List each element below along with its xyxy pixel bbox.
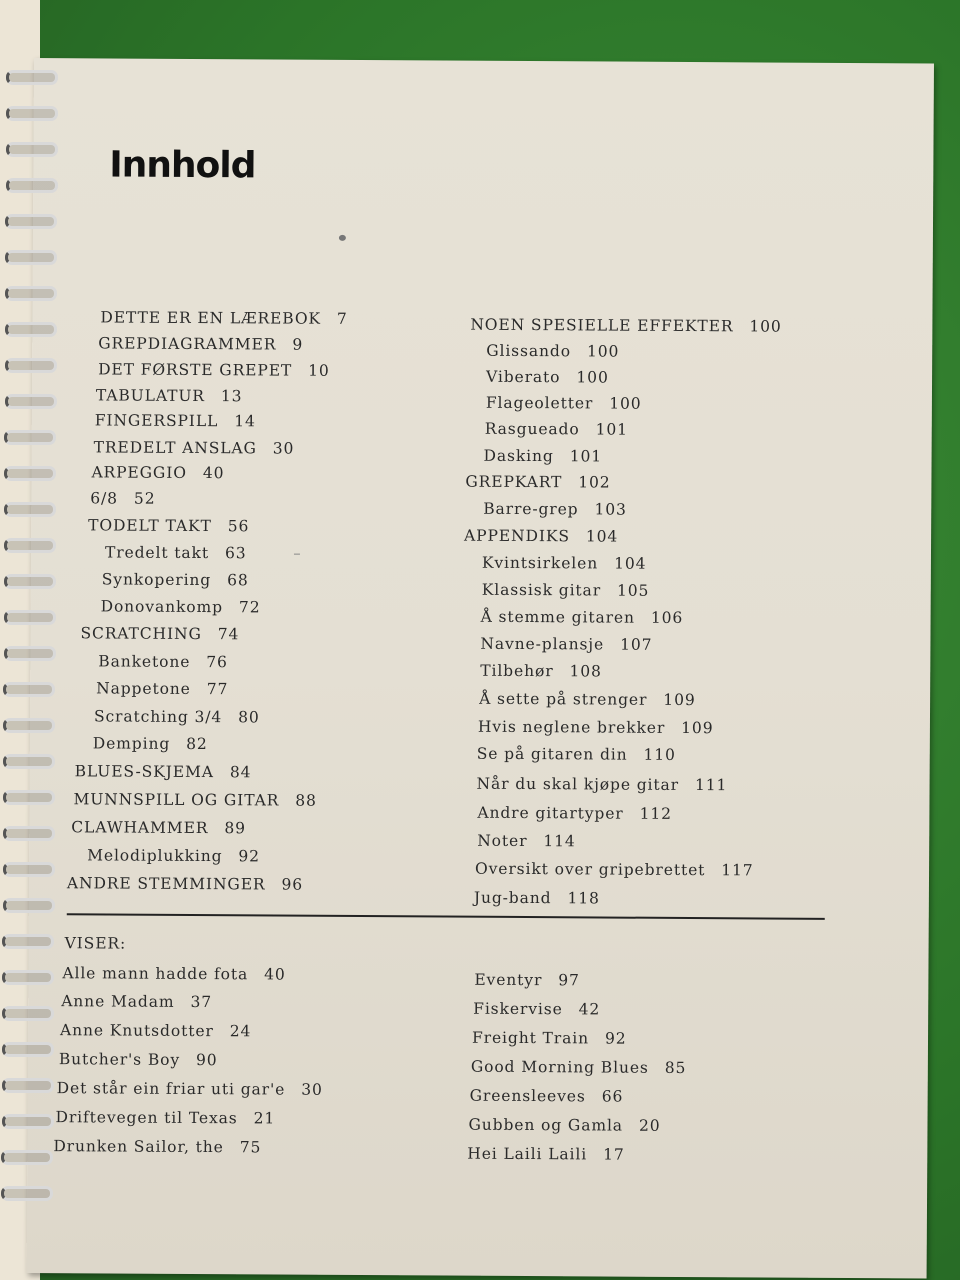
entry-page-number: 100 xyxy=(576,368,609,387)
binding-coil xyxy=(5,358,57,373)
entry-page-number: 84 xyxy=(229,763,252,782)
binding-coil xyxy=(1,1150,53,1165)
entry-label: BLUES-SKJEMA xyxy=(74,762,214,782)
page-title: Innhold xyxy=(109,144,256,187)
ink-speck xyxy=(339,235,346,241)
entry-label: Å stemme gitaren xyxy=(480,607,635,627)
entry-page-number: 24 xyxy=(229,1022,252,1041)
entry-label: Det står ein friar uti gar'e xyxy=(56,1079,286,1099)
toc-entry xyxy=(96,679,228,698)
entry-page-number: 37 xyxy=(190,992,213,1012)
song-entry xyxy=(61,992,212,1011)
entry-label: DETTE ER EN LÆREBOK xyxy=(100,308,321,328)
binding-coil xyxy=(2,1042,54,1057)
toc-entry xyxy=(480,662,602,681)
entry-page-number: 90 xyxy=(195,1051,218,1070)
toc-entry xyxy=(93,734,208,753)
song-entry xyxy=(471,1058,687,1077)
entry-label: Greensleeves xyxy=(469,1086,586,1106)
binding-coil xyxy=(3,790,55,805)
entry-label: 6/8 xyxy=(90,489,119,508)
entry-label: Oversikt over gripebrettet xyxy=(475,859,706,880)
entry-label: GREPDIAGRAMMER xyxy=(98,334,277,354)
entry-label: FINGERSPILL xyxy=(94,411,219,431)
entry-page-number: 100 xyxy=(586,342,620,361)
song-entry xyxy=(467,1145,624,1164)
toc-entry xyxy=(80,624,239,643)
entry-label: Dasking xyxy=(483,446,554,466)
toc-entry xyxy=(478,718,714,737)
entry-page-number: 21 xyxy=(253,1109,276,1128)
entry-page-number: 80 xyxy=(238,708,260,727)
entry-page-number: 100 xyxy=(609,394,642,413)
entry-label: Tredelt takt xyxy=(104,543,210,563)
entry-label: TREDELT ANSLAG xyxy=(93,438,257,458)
entry-label: Drunken Sailor, the xyxy=(53,1137,224,1157)
toc-entry xyxy=(102,570,249,589)
toc-entry xyxy=(91,463,224,482)
entry-page-number: 88 xyxy=(295,791,317,810)
entry-page-number: 56 xyxy=(227,517,250,536)
toc-entry xyxy=(101,597,261,616)
entry-label: Glissando xyxy=(486,341,572,361)
entry-page-number: 101 xyxy=(569,447,603,466)
binding-coil xyxy=(5,286,57,301)
entry-label: Eventyr xyxy=(474,970,543,990)
toc-entry xyxy=(90,489,155,507)
entry-page-number: 30 xyxy=(301,1080,323,1099)
entry-page-number: 108 xyxy=(569,662,602,681)
binding-coil xyxy=(3,718,55,733)
entry-page-number: 112 xyxy=(639,804,673,823)
entry-page-number: 92 xyxy=(604,1029,627,1048)
binding-coil xyxy=(4,646,56,661)
song-entry xyxy=(55,1108,275,1127)
toc-entry xyxy=(100,308,347,328)
entry-label: Gubben og Gamla xyxy=(468,1115,624,1135)
entry-page-number: 40 xyxy=(202,464,225,483)
entry-label: Fiskervise xyxy=(473,999,563,1019)
entry-page-number: 100 xyxy=(749,317,782,336)
toc-entry xyxy=(477,832,576,851)
entry-page-number: 107 xyxy=(620,635,653,654)
song-entry xyxy=(470,1087,624,1106)
song-entry xyxy=(468,1116,660,1135)
song-entry xyxy=(60,1021,251,1040)
binding-coil xyxy=(5,250,57,265)
toc-entry xyxy=(98,652,228,671)
toc-entry xyxy=(484,447,603,466)
binding-coil xyxy=(5,214,57,229)
entry-page-number: 14 xyxy=(234,412,256,431)
toc-entry xyxy=(475,860,754,880)
entry-page-number: 109 xyxy=(681,718,714,738)
entry-page-number: 30 xyxy=(272,439,295,458)
toc-entry xyxy=(98,360,330,379)
toc-entry xyxy=(105,543,247,562)
entry-label: MUNNSPILL OG GITAR xyxy=(73,790,280,810)
toc-entry xyxy=(87,846,260,865)
toc-entry xyxy=(486,368,609,387)
toc-entry xyxy=(98,334,303,353)
entry-label: Noter xyxy=(477,831,528,851)
entry-page-number: 111 xyxy=(694,776,728,795)
toc-entry xyxy=(75,762,252,781)
song-entry xyxy=(59,1050,218,1069)
entry-page-number: 7 xyxy=(336,309,348,328)
binding-coil xyxy=(6,178,58,193)
binding-coil xyxy=(3,754,55,769)
entry-page-number: 106 xyxy=(650,608,684,627)
toc-entry xyxy=(465,473,610,492)
toc-entry xyxy=(67,874,303,893)
binding-coil xyxy=(6,142,58,157)
song-entry xyxy=(57,1079,323,1099)
entry-page-number: 82 xyxy=(186,734,208,754)
toc-entry xyxy=(71,818,246,837)
entry-label: Når du skal kjøpe gitar xyxy=(476,774,680,794)
entry-page-number: 92 xyxy=(238,847,261,866)
toc-entry xyxy=(486,394,642,413)
toc-entry xyxy=(482,581,650,600)
entry-label: Flageoletter xyxy=(485,393,594,413)
toc-entry xyxy=(94,438,295,457)
entry-page-number: 85 xyxy=(664,1058,687,1078)
binding-coil xyxy=(3,862,55,877)
toc-entry xyxy=(94,707,260,726)
entry-label: Melodiplukking xyxy=(87,846,223,866)
entry-page-number: 118 xyxy=(567,889,600,908)
entry-page-number: 40 xyxy=(264,965,286,984)
song-entry xyxy=(473,1000,600,1019)
entry-page-number: 52 xyxy=(133,489,156,508)
entry-label: Tilbehør xyxy=(480,661,554,681)
song-entry xyxy=(53,1137,261,1156)
entry-label: Synkopering xyxy=(101,570,212,590)
binding-coil xyxy=(6,106,58,121)
entry-label: Jug-band xyxy=(473,888,552,908)
binding-coil xyxy=(2,1114,54,1129)
entry-label: DET FØRSTE GREPET xyxy=(98,360,293,380)
entry-page-number: 42 xyxy=(578,1000,601,1019)
binding-coil xyxy=(3,898,55,913)
toc-entry xyxy=(95,411,256,430)
entry-page-number: 68 xyxy=(227,571,249,590)
entry-label: ANDRE STEMMINGER xyxy=(66,874,266,894)
entry-page-number: 114 xyxy=(543,832,576,851)
toc-entry xyxy=(73,790,316,809)
entry-page-number: 117 xyxy=(721,861,754,880)
entry-label: Hvis neglene brekker xyxy=(477,717,666,737)
entry-label: NOEN SPESIELLE EFFEKTER xyxy=(470,315,734,336)
entry-label: SCRATCHING xyxy=(80,624,202,644)
toc-entry xyxy=(486,342,619,361)
entry-page-number: 109 xyxy=(663,690,696,710)
ink-mark xyxy=(294,554,300,555)
entry-page-number: 74 xyxy=(217,625,240,644)
entry-page-number: 9 xyxy=(292,335,304,354)
binding-coil xyxy=(5,394,57,409)
entry-label: Nappetone xyxy=(96,679,191,698)
entry-page-number: 104 xyxy=(585,527,619,546)
toc-entry xyxy=(477,775,728,795)
entry-label: Se på gitaren din xyxy=(476,744,628,764)
binding-coil xyxy=(4,430,56,445)
entry-page-number: 102 xyxy=(578,473,611,492)
toc-entry xyxy=(483,500,627,519)
entry-page-number: 17 xyxy=(603,1145,625,1164)
entry-page-number: 105 xyxy=(616,581,650,600)
binding-coil xyxy=(4,574,56,589)
entry-page-number: 10 xyxy=(308,361,330,380)
entry-label: Viberato xyxy=(486,367,561,387)
toc-entry xyxy=(482,554,647,573)
spiral-binding xyxy=(0,70,60,1250)
entry-label: Rasgueado xyxy=(484,419,580,439)
entry-label: Alle mann hadde fota xyxy=(62,964,249,984)
toc-entry xyxy=(464,527,618,546)
entry-label: Hei Laili Laili xyxy=(467,1144,588,1164)
entry-label: Scratching 3/4 xyxy=(93,707,223,727)
entry-label: Freight Train xyxy=(471,1028,590,1048)
section-divider xyxy=(67,913,825,920)
entry-page-number: 76 xyxy=(206,653,228,672)
entry-page-number: 13 xyxy=(220,387,243,406)
song-entry xyxy=(472,1029,627,1048)
toc-entry xyxy=(474,889,600,908)
songs-heading: VISER: xyxy=(64,934,127,953)
binding-coil xyxy=(2,970,54,985)
book-page xyxy=(27,58,934,1278)
entry-label: Barre-grep xyxy=(483,499,579,519)
entry-label: Kvintsirkelen xyxy=(481,553,599,573)
entry-page-number: 104 xyxy=(614,554,647,573)
entry-label: Anne Madam xyxy=(61,992,175,1011)
entry-label: Andre gitartyper xyxy=(477,803,624,823)
entry-label: ARPEGGIO xyxy=(91,463,187,482)
toc-entry xyxy=(480,635,652,654)
binding-coil xyxy=(2,1078,54,1093)
entry-label: Demping xyxy=(92,734,171,753)
entry-label: TABULATUR xyxy=(95,386,205,406)
binding-coil xyxy=(4,502,56,517)
entry-label: Klassisk gitar xyxy=(481,580,602,600)
entry-label: APPENDIKS xyxy=(464,526,570,546)
entry-page-number: 66 xyxy=(601,1087,624,1106)
entry-page-number: 20 xyxy=(638,1116,661,1135)
entry-page-number: 89 xyxy=(224,819,246,838)
binding-coil xyxy=(3,826,55,841)
entry-label: Donovankomp xyxy=(100,597,224,617)
song-entry xyxy=(62,964,285,983)
entry-page-number: 110 xyxy=(643,745,676,764)
binding-coil xyxy=(2,934,54,949)
entry-label: Å sette på strenger xyxy=(479,689,648,709)
entry-label: GREPKART xyxy=(465,472,563,492)
entry-label: Butcher's Boy xyxy=(58,1050,181,1069)
entry-label: Navne-plansje xyxy=(480,634,605,654)
entry-page-number: 77 xyxy=(206,680,229,699)
song-entry xyxy=(474,971,580,990)
binding-coil xyxy=(4,466,56,481)
toc-entry xyxy=(481,608,684,627)
toc-entry xyxy=(477,745,676,764)
binding-coil xyxy=(5,322,57,337)
entry-page-number: 63 xyxy=(224,544,247,563)
toc-entry xyxy=(485,420,628,439)
binding-coil xyxy=(4,610,56,625)
toc-entry xyxy=(470,316,781,336)
toc-entry xyxy=(88,516,249,535)
binding-coil xyxy=(1,1186,53,1201)
entry-page-number: 101 xyxy=(595,420,628,439)
toc-entry xyxy=(479,690,696,709)
entry-page-number: 96 xyxy=(281,875,304,894)
binding-coil xyxy=(6,70,58,85)
entry-page-number: 72 xyxy=(238,598,261,617)
entry-label: Good Morning Blues xyxy=(470,1057,649,1077)
toc-entry xyxy=(96,386,243,405)
entry-page-number: 97 xyxy=(558,971,580,990)
binding-coil xyxy=(4,538,56,553)
entry-label: Banketone xyxy=(98,652,191,671)
binding-coil xyxy=(2,1006,54,1021)
binding-coil xyxy=(3,682,55,697)
entry-page-number: 75 xyxy=(239,1138,262,1157)
entry-label: TODELT TAKT xyxy=(88,516,212,536)
entry-label: Anne Knutsdotter xyxy=(60,1021,214,1041)
toc-entry xyxy=(477,804,672,823)
entry-label: Driftevegen til Texas xyxy=(55,1108,238,1128)
entry-page-number: 103 xyxy=(594,500,627,519)
entry-label: CLAWHAMMER xyxy=(71,818,209,838)
